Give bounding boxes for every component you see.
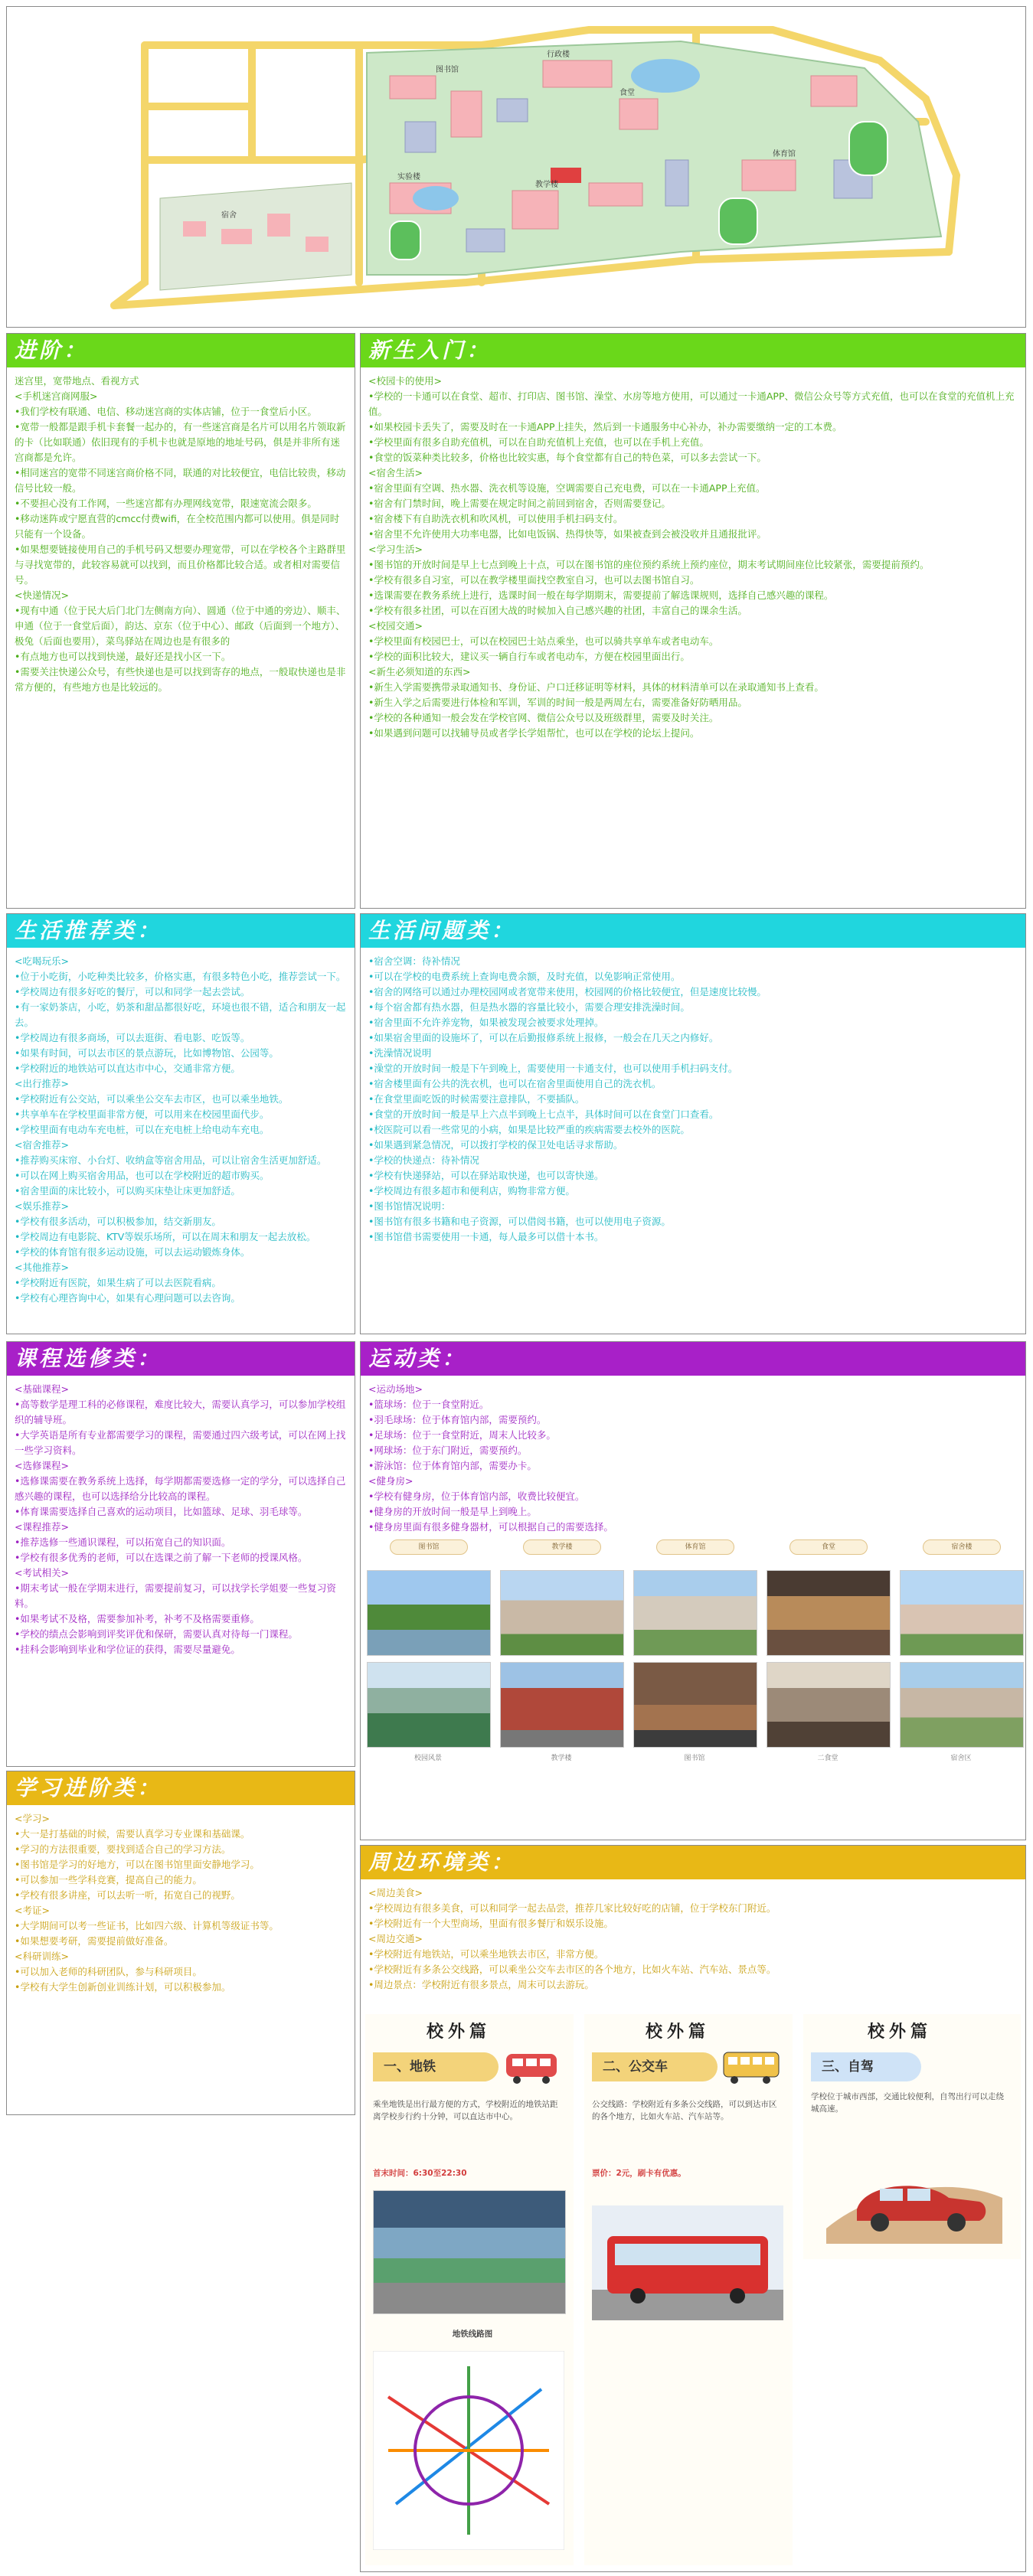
- text-line: •羽毛球场：位于体育馆内部，需要预约。: [368, 1414, 547, 1425]
- text-line: <科研训练>: [15, 1951, 69, 1962]
- poster-row: [365, 2014, 1021, 2565]
- text-line: •宿舍里面不允许养宠物，如果被发现会被要求处理掉。: [368, 1017, 604, 1028]
- text-line: •宿舍楼里面有公共的洗衣机，也可以在宿舍里面使用自己的洗衣机。: [368, 1078, 662, 1089]
- campus-photo: [633, 1662, 757, 1748]
- text-line: •有一家奶茶店，小吃，奶茶和甜品都很好吃，环境也很不错，适合和朋友一起去。: [15, 1001, 346, 1028]
- text-line: •学校有大学生创新创业训练计划，可以积极参加。: [15, 1981, 231, 1993]
- text-line: •学校里面有很多自助充值机，可以在自助充值机上充值，也可以在手机上充值。: [368, 436, 709, 448]
- text-line: •期末考试一般在学期末进行，需要提前复习，可以找学长学姐要一些复习资料。: [15, 1582, 336, 1609]
- panel-body: [361, 948, 1025, 1251]
- text-line: •现有中通（位于民大后门北门左侧南方向）、圆通（位于中通的旁边）、顺丰、申通（位于一食堂后面），韵达、京东（位于中心）、邮政（后面到一个地方）、极兔（后面也要用），菜鸟驿站在周边也是有很多的: [15, 605, 346, 647]
- text-line: •学校有很多自习室，可以在教学楼里面找空教室自习，也可以去图书馆自习。: [368, 574, 700, 586]
- campus-photo: [500, 1662, 624, 1748]
- text-line: •学校的体育馆有很多运动设施，可以去运动锻炼身体。: [15, 1246, 250, 1258]
- text-line: •学校有心理咨询中心，如果有心理问题可以去咨询。: [15, 1292, 240, 1304]
- text-line: •可以在网上购买宿舍用品，也可以在学校附近的超市购买。: [15, 1170, 270, 1181]
- campus-photo: [500, 1570, 624, 1656]
- text-line: •学校附近有地铁站，可以乘坐地铁去市区，非常方便。: [368, 1948, 604, 1960]
- campus-photo: [767, 1570, 891, 1656]
- text-line: •可以参加一些学科竞赛，提高自己的能力。: [15, 1874, 202, 1885]
- poster-heading: 校外篇: [646, 2022, 711, 2042]
- text-line: •图书馆是学习的好地方，可以在图书馆里面安静地学习。: [15, 1859, 260, 1870]
- panel-body: [7, 367, 355, 701]
- text-line: •洗澡情况说明: [368, 1047, 432, 1059]
- text-line: •食堂的饭菜种类比较多，价格也比较实惠，每个食堂都有自己的特色菜，可以多去尝试一下。: [368, 452, 767, 463]
- panel-body: [7, 1805, 355, 2001]
- text-line: •每个宿舍都有热水器，但是热水器的容量比较小，需要合理安排洗澡时间。: [368, 1001, 690, 1013]
- text-line: •可以加入老师的科研团队，参与科研项目。: [15, 1966, 202, 1977]
- kecheng-panel: [6, 1341, 355, 1767]
- campus-photo: [633, 1570, 757, 1656]
- text-line: •图书馆有很多书籍和电子资源，可以借阅书籍，也可以使用电子资源。: [368, 1216, 671, 1227]
- text-line: •学校的一卡通可以在食堂、超市、打印店、图书馆、澡堂、水房等地方使用，可以通过一卡通APP、微信公众号等方式充值，也可以在食堂的充值机上充值。: [368, 390, 1015, 417]
- text-line: •图书馆的开放时间是早上七点到晚上十点，可以在图书馆的座位预约系统上预约座位，期末考试期间座位比较紧张，需要提前预约。: [368, 559, 930, 570]
- section-text: 乘坐地铁是出行最方便的方式，学校附近的地铁站距离学校步行约十分钟，可以直达市中心。: [373, 2100, 558, 2121]
- panel-body: [7, 1376, 355, 1663]
- text-line: <选修课程>: [15, 1460, 69, 1471]
- text-line: •如果宿舍里面的设施坏了，可以在后勤报修系统上报修，一般会在几天之内修好。: [368, 1032, 719, 1043]
- text-line: •推荐购买床帘、小台灯、收纳盒等宿舍用品，可以让宿舍生活更加舒适。: [15, 1154, 327, 1166]
- text-line: •游泳馆：位于体育馆内部，需要办卡。: [368, 1460, 537, 1471]
- photo-tag: 宿舍楼: [923, 1539, 1001, 1555]
- text-line: <基础课程>: [15, 1383, 69, 1395]
- text-line: <考试相关>: [15, 1567, 69, 1579]
- text-line: •共享单车在学校里面非常方便，可以用来在校园里面代步。: [15, 1108, 270, 1120]
- text-line: •学校附近有多条公交线路，可以乘坐公交车去市区的各个地方，比如火车站、汽车站、景点等。: [368, 1964, 776, 1975]
- text-line: •学校周边有很多好吃的餐厅，可以和同学一起去尝试。: [15, 986, 250, 997]
- map-label: 行政楼: [547, 51, 570, 59]
- text-line: <校园交通>: [368, 620, 423, 632]
- text-line: •宿舍空调：待补情况: [368, 955, 460, 967]
- text-line: •大一是打基础的时候，需要认真学习专业课和基础课。: [15, 1828, 250, 1840]
- bus-icon: [721, 2048, 782, 2086]
- photo-tag: 体育馆: [656, 1539, 734, 1555]
- section-text: 公交线路：学校附近有多条公交线路，可以到达市区的各个地方，比如火车站、汽车站等。: [592, 2100, 777, 2121]
- panel-title: 运动类：: [361, 1342, 1025, 1376]
- campus-photo: [367, 1662, 491, 1748]
- shenghuo-panel: [6, 913, 355, 1334]
- jinjie-panel: [6, 333, 355, 909]
- text-line: •学校附近的地铁站可以直达市中心，交通非常方便。: [15, 1063, 240, 1074]
- text-line: •如果遇到紧急情况，可以拨打学校的保卫处电话寻求帮助。: [368, 1139, 623, 1151]
- xinsheng-panel: [360, 333, 1026, 909]
- text-line: •学校里面有校园巴士，可以在校园巴士站点乘坐，也可以骑共享单车或者电动车。: [368, 635, 719, 647]
- campus-photo: [900, 1662, 1024, 1748]
- text-line: •如果校园卡丢失了，需要及时在一卡通APP上挂失，然后到一卡通服务中心补办，补办需要缴纳一定的工本费。: [368, 421, 842, 433]
- bus-photo: [592, 2205, 783, 2320]
- text-line: •宿舍里面的床比较小，可以购买床垫让床更加舒适。: [15, 1185, 240, 1197]
- text-line: •挂科会影响到毕业和学位证的获得，需要尽量避免。: [15, 1644, 240, 1655]
- text-line: •学校的绩点会影响到评奖评优和保研，需要认真对待每一门课程。: [15, 1628, 298, 1640]
- text-line: <校园卡的使用>: [368, 375, 442, 387]
- text-line: <宿舍推荐>: [15, 1139, 69, 1151]
- text-line: <运动场地>: [368, 1383, 423, 1395]
- text-line: •移动迷阵或宁愿直营的cmcc付费wifi，在全校范围内都可以使用。俱是同时只能有一个设备。: [15, 513, 340, 540]
- text-line: <周边美食>: [368, 1887, 423, 1899]
- text-line: <课程推荐>: [15, 1521, 69, 1533]
- text-line: •网球场：位于东门附近，需要预约。: [368, 1445, 528, 1456]
- text-line: <宿舍生活>: [368, 467, 423, 478]
- text-line: <健身房>: [368, 1475, 414, 1487]
- section-hint: 票价：2元，刷卡有优惠。: [592, 2169, 686, 2178]
- text-line: <学习生活>: [368, 544, 423, 555]
- text-line: •学校周边有很多商场，可以去逛街、看电影、吃饭等。: [15, 1032, 250, 1043]
- photo-caption: 教学楼: [551, 1755, 572, 1762]
- map-label: 教学楼: [535, 181, 558, 189]
- text-line: •学校有很多讲座，可以去听一听，拓宽自己的视野。: [15, 1889, 240, 1901]
- text-line: •如果有时间，可以去市区的景点游玩，比如博物馆、公园等。: [15, 1047, 279, 1059]
- campus-photo: [367, 1570, 491, 1656]
- panel-body: [361, 367, 1025, 747]
- photo-caption: 宿舍区: [950, 1755, 972, 1762]
- text-line: •学校有很多社团，可以在百团大战的时候加入自己感兴趣的社团，丰富自己的课余生活。: [368, 605, 747, 616]
- text-line: •学校附近有公交站，可以乘坐公交车去市区，也可以乘坐地铁。: [15, 1093, 289, 1105]
- text-line: •新生入学之后需要进行体检和军训，军训的时间一般是两周左右，需要准备好防晒用品。: [368, 697, 747, 708]
- text-line: •图书馆借书需要使用一卡通，每人最多可以借十本书。: [368, 1231, 604, 1242]
- section-badge: 二、公交车: [592, 2052, 718, 2081]
- text-line: •宿舍有门禁时间，晚上需要在规定时间之前回到宿舍，否则需要登记。: [368, 498, 671, 509]
- panel-body: [7, 948, 355, 1312]
- campus-photo: [900, 1570, 1024, 1656]
- text-line: •健身房里面有很多健身器材，可以根据自己的需要选择。: [368, 1521, 613, 1533]
- text-line: •学校的各种通知一般会发在学校官网、微信公众号以及班级群里，需要及时关注。: [368, 712, 719, 723]
- text-line: •健身房的开放时间一般是早上到晚上。: [368, 1506, 537, 1517]
- text-line: •食堂的开放时间一般是早上六点半到晚上七点半，具体时间可以在食堂门口查看。: [368, 1108, 719, 1120]
- photo-caption: 校园风景: [414, 1755, 442, 1762]
- poster-heading: 校外篇: [427, 2022, 492, 2042]
- text-line: •如果想要考研，需要提前做好准备。: [15, 1935, 174, 1947]
- wenti-panel: [360, 913, 1026, 1334]
- text-line: •如果想要链接使用自己的手机号码又想要办理宽带，可以在学校各个主路群里与寻找宽带的，此较容易就可以找到，而且价格都比较合适。或者相对需要信号。: [15, 544, 346, 586]
- text-line: •学校有很多优秀的老师，可以在选课之前了解一下老师的授课风格。: [15, 1552, 308, 1563]
- text-line: •学校有很多活动，可以积极参加，结交新朋友。: [15, 1216, 221, 1227]
- text-line: •有点地方也可以找到快递，最好还是找小区一下。: [15, 651, 231, 662]
- text-line: •足球场：位于一食堂附近，周末人比较多。: [368, 1429, 556, 1441]
- campus-photo: [767, 1662, 891, 1748]
- text-line: <周边交通>: [368, 1933, 423, 1944]
- zhoubian-panel: [360, 1845, 1026, 2572]
- text-line: •体育课需要选择自己喜欢的运动项目，比如篮球、足球、羽毛球等。: [15, 1506, 308, 1517]
- text-line: •高等数学是理工科的必修课程，难度比较大，需要认真学习，可以参加学校组织的辅导班。: [15, 1399, 346, 1425]
- text-line: •我们学校有联通、电信、移动迷宫商的实体店铺，位于一食堂后小区。: [15, 406, 317, 417]
- text-line: <吃喝玩乐>: [15, 955, 69, 967]
- text-line: •如果遇到问题可以找辅导员或者学长学姐帮忙，也可以在学校的论坛上提问。: [368, 727, 700, 739]
- panel-title: 新生入门：: [361, 334, 1025, 367]
- text-line: •不要担心没有工作网，一些迷宫都有办理网线宽带，限速宽流会限多。: [15, 498, 317, 509]
- text-line: •学习的方法很重要，要找到适合自己的学习方法。: [15, 1843, 231, 1855]
- text-line: <学习>: [15, 1813, 50, 1824]
- text-line: •学校有健身房，位于体育馆内部，收费比较便宜。: [368, 1490, 585, 1502]
- text-line: •学校周边有很多超市和便利店，购物非常方便。: [368, 1185, 575, 1197]
- text-line: •宿舍里不允许使用大功率电器，比如电饭锅、热得快等，如果被查到会被没收并且通报批评。: [368, 528, 767, 540]
- text-line: •相同迷宫的宽带不同迷宫商价格不同，联通的对比较便宜，电信比较贵，移动信号比较一般。: [15, 467, 346, 494]
- text-line: •学校里面有电动车充电桩，可以在充电桩上给电动车充电。: [15, 1124, 270, 1135]
- text-line: •宿舍楼下有自助洗衣机和吹风机，可以使用手机扫码支付。: [368, 513, 623, 524]
- campus-map-panel: [6, 6, 1026, 328]
- text-line: •校医院可以看一些常见的小病，如果是比较严重的疾病需要去校外的医院。: [368, 1124, 690, 1135]
- poster-heading: 校外篇: [868, 2022, 933, 2042]
- text-line: •可以在学校的电费系统上查询电费余额，及时充值，以免影响正常使用。: [368, 971, 681, 982]
- panel-body: [361, 1376, 1025, 1541]
- yundong-panel: [360, 1341, 1026, 1840]
- text-line: •如果考试不及格，需要参加补考，补考不及格需要重修。: [15, 1613, 260, 1624]
- campus-map: [7, 7, 1025, 327]
- text-line: •大学期间可以考一些证书，比如四六级、计算机等级证书等。: [15, 1920, 279, 1931]
- map-label: 实验楼: [397, 173, 420, 181]
- panel-title: 课程选修类：: [7, 1342, 355, 1376]
- text-line: •学校周边有电影院、KTV等娱乐场所，可以在周末和朋友一起去放松。: [15, 1231, 316, 1242]
- car-icon: [826, 2144, 1002, 2244]
- panel-title: 生活问题类：: [361, 914, 1025, 948]
- text-line: •新生入学需要携带录取通知书、身份证、户口迁移证明等材料，具体的材料清单可以在录取通知书上查看。: [368, 681, 824, 693]
- text-line: •大学英语是所有专业都需要学习的课程，需要通过四六级考试，可以在网上找一些学习资料。: [15, 1429, 346, 1456]
- text-line: •图书馆情况说明：: [368, 1200, 451, 1212]
- text-line: •澡堂的开放时间一般是下午到晚上，需要使用一卡通支付，也可以使用手机扫码支付。: [368, 1063, 738, 1074]
- section-text: 学校位于城市西部，交通比较便利，自驾出行可以走绕城高速。: [811, 2092, 1004, 2114]
- text-line: <手机迷宫商网服>: [15, 390, 98, 402]
- text-line: •选修课需要在教务系统上选择，每学期都需要选修一定的学分，可以选择自己感兴趣的课程，也可以选择给分比较高的课程。: [15, 1475, 346, 1502]
- map-label: 体育馆: [773, 150, 796, 158]
- photo-tag: 教学楼: [523, 1539, 601, 1555]
- text-line: •学校附近有医院，如果生病了可以去医院看病。: [15, 1277, 221, 1288]
- text-line: •周边景点：学校附近有很多景点，周末可以去游玩。: [368, 1979, 594, 1990]
- xuexi-panel: [6, 1771, 355, 2115]
- photo-caption: 二食堂: [817, 1755, 838, 1762]
- text-line: •学校有快递驿站，可以在驿站取快递，也可以寄快递。: [368, 1170, 604, 1181]
- section-hint: 首末时间：6:30至22:30: [373, 2169, 467, 2178]
- text-line: •需要关注快递公众号，有些快递也是可以找到寄存的地点，一般取快递也是非常方便的，有些地方也是比较远的。: [15, 666, 346, 693]
- panel-title: 学习进阶类：: [7, 1771, 355, 1805]
- map-label: 宿舍: [221, 211, 237, 220]
- map-title: 地铁线路图: [452, 2330, 493, 2339]
- subway-station-photo: [373, 2190, 566, 2314]
- text-line: •学校的快递点：待补情况: [368, 1154, 479, 1166]
- poster-subway: [365, 2014, 574, 2565]
- text-line: <其他推荐>: [15, 1262, 69, 1273]
- text-line: •推荐选修一些通识课程，可以拓宽自己的知识面。: [15, 1536, 231, 1548]
- train-icon: [502, 2048, 563, 2086]
- section-badge: 一、地铁: [373, 2052, 499, 2081]
- panel-title: 进阶：: [7, 334, 355, 367]
- text-line: •学校的面积比较大，建议买一辆自行车或者电动车，方便在校园里面出行。: [368, 651, 690, 662]
- text-line: 迷宫里，宽带地点、看视方式: [15, 375, 139, 387]
- text-line: •选课需要在教务系统上进行，选课时间一般在每学期期末，需要提前了解选课规则，选择自己感兴趣的课程。: [368, 589, 834, 601]
- text-line: •位于小吃街，小吃种类比较多，价格实惠，有很多特色小吃，推荐尝试一下。: [15, 971, 346, 982]
- section-badge: 三、自驾: [811, 2052, 921, 2081]
- photo-tag: 食堂: [789, 1539, 868, 1555]
- text-line: •学校周边有很多美食，可以和同学一起去品尝，推荐几家比较好吃的店铺，位于学校东门附近。: [368, 1902, 776, 1914]
- text-line: <快递情况>: [15, 589, 69, 601]
- photo-grid: [367, 1539, 1018, 1830]
- map-label: 图书馆: [436, 66, 459, 74]
- text-line: •宿舍里面有空调、热水器、洗衣机等设施，空调需要自己充电费，可以在一卡通APP上充值。: [368, 482, 766, 494]
- text-line: <新生必须知道的东西>: [368, 666, 471, 677]
- text-line: <出行推荐>: [15, 1078, 69, 1089]
- poster-bus: [584, 2014, 793, 2565]
- photo-caption: 图书馆: [684, 1755, 705, 1762]
- subway-map: [373, 2351, 564, 2550]
- text-line: <娱乐推荐>: [15, 1200, 69, 1212]
- text-line: •宿舍的网络可以通过办理校园网或者宽带来使用，校园网的价格比较便宜，但是速度比较慢。: [368, 986, 767, 997]
- panel-body: [361, 1879, 1025, 2014]
- text-line: •在食堂里面吃饭的时候需要注意排队，不要插队。: [368, 1093, 585, 1105]
- panel-title: 周边环境类：: [361, 1846, 1025, 1879]
- map-label: 食堂: [619, 89, 635, 97]
- text-line: •篮球场：位于一食堂附近。: [368, 1399, 489, 1410]
- poster-drive: [803, 2014, 1021, 2259]
- text-line: <考证>: [15, 1905, 50, 1916]
- text-line: •宽带一般都是跟手机卡套餐一起办的，有一些迷宫商是名片可以用名片领取新的卡（比如联通）依旧现有的手机卡也就是原地的地址号码，俱是并非所有迷宫商都是允许。: [15, 421, 346, 463]
- photo-tag: 图书馆: [390, 1539, 468, 1555]
- panel-title: 生活推荐类：: [7, 914, 355, 948]
- text-line: •学校附近有一个大型商场，里面有很多餐厅和娱乐设施。: [368, 1918, 613, 1929]
